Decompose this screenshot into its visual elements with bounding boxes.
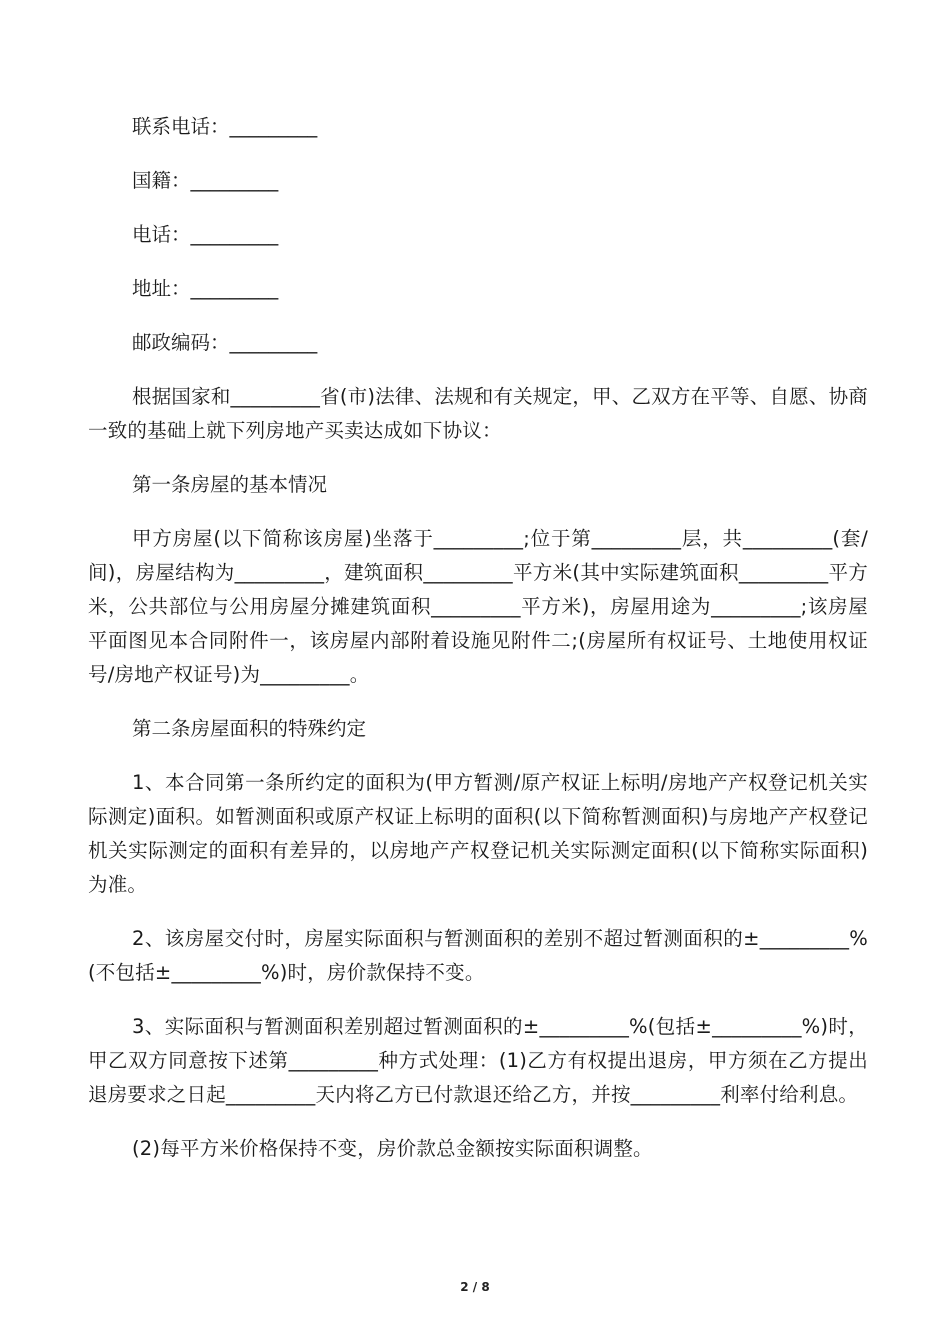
page-indicator: 2 / 8 xyxy=(460,1280,490,1294)
nationality-field: 国籍：_________ xyxy=(132,169,279,192)
article2-clause3-option2: (2)每平方米价格保持不变，房价款总金额按实际面积调整。 xyxy=(132,1137,653,1160)
phone-field: 电话：_________ xyxy=(132,223,279,246)
article2-clause3: 3、实际面积与暂测面积差别超过暂测面积的±_________%(包括±_________%)时，甲乙双方同意按下述第_________种方式处理：(1)乙方有权提出退房，甲方须在乙方提出退房要求之日起_________天内将乙方已付款退还给乙方，并按_________利率付给利息。 xyxy=(88,1015,868,1106)
article2-clause2: 2、该房屋交付时，房屋实际面积与暂测面积的差别不超过暂测面积的±_________%(不包括±_________%)时，房价款保持不变。 xyxy=(88,927,868,984)
article1-text: 甲方房屋(以下简称该房屋)坐落于_________;位于第_________层，共_________(套/间)，房屋结构为_________，建筑面积_________平方米(其中实际建筑面积_________平方米，公共部位与公用房屋分摊建筑面积_________平方米)，房屋用途为_________;该房屋平面图见本合同附件一，该房屋内部附着设施见附件二;(房屋所有权证号、土地使用权证号/房地产权证号)为_________。 xyxy=(88,527,868,686)
contact-phone-field: 联系电话：_________ xyxy=(132,115,318,138)
address-field: 地址：_________ xyxy=(132,277,279,300)
intro-paragraph: 根据国家和_________省(市)法律、法规和有关规定，甲、乙双方在平等、自愿、协商一致的基础上就下列房地产买卖达成如下协议： xyxy=(88,385,868,442)
article1-title: 第一条房屋的基本情况 xyxy=(132,473,328,496)
article2-title: 第二条房屋面积的特殊约定 xyxy=(132,717,367,740)
document-body xyxy=(88,110,868,1186)
postal-code-field: 邮政编码：_________ xyxy=(132,331,318,354)
article2-clause1: 1、本合同第一条所约定的面积为(甲方暂测/原产权证上标明/房地产产权登记机关实际测定)面积。如暂测面积或原产权证上标明的面积(以下简称暂测面积)与房地产产权登记机关实际测定的面积有差异的，以房地产产权登记机关实际测定面积(以下简称实际面积)为准。 xyxy=(88,771,868,896)
